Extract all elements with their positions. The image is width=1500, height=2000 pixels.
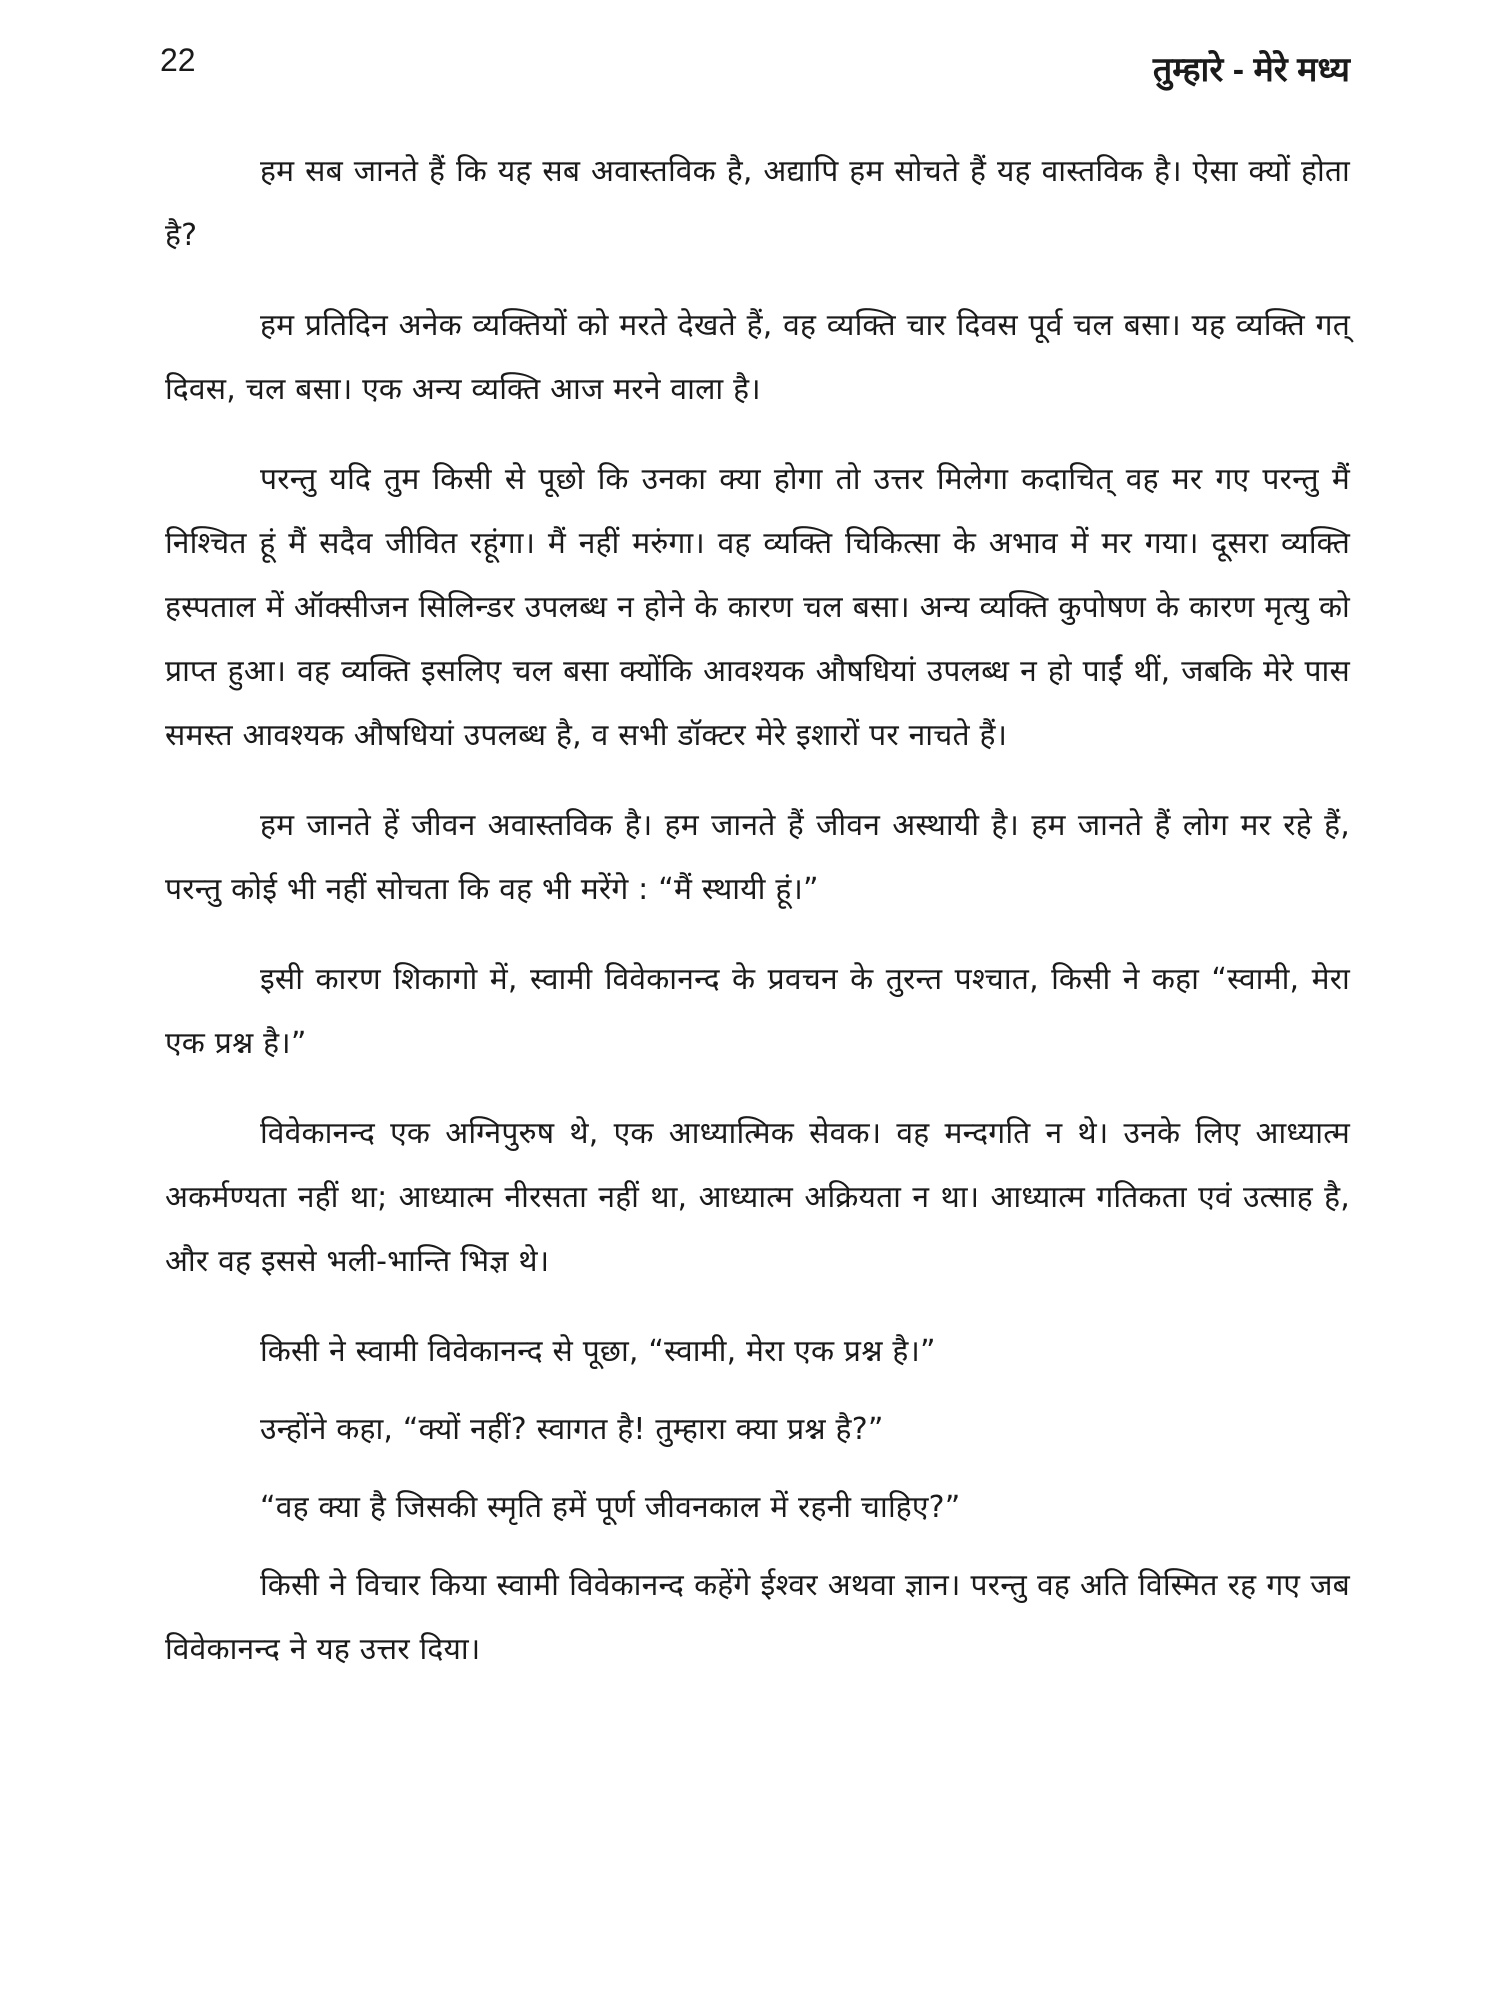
paragraph-4: हम जानते हें जीवन अवास्तविक है। हम जानते हैं जीवन अस्थायी है। हम जानते हैं लोग मर रहे हैं, परन्तु कोई भी नहीं सोचता कि वह भी मरेंगे : “मैं स्थायी हूं।” — [165, 808, 1350, 907]
paragraph-8: उन्होंने कहा, “क्यों नहीं? स्वागत है! तुम्हारा क्या प्रश्न है?” — [260, 1412, 884, 1447]
page-header — [160, 40, 1350, 100]
page-number: 22 — [160, 42, 196, 78]
paragraph-10: किसी ने विचार किया स्वामी विवेकानन्द कहेंगे ईश्वर अथवा ज्ञान। परन्तु वह अति विस्मित रह गए जब विवेकानन्द ने यह उत्तर दिया। — [165, 1568, 1350, 1667]
paragraph-5: इसी कारण शिकागो में, स्वामी विवेकानन्द के प्रवचन के तुरन्त पश्चात, किसी ने कहा “स्वामी, मेरा एक प्रश्न है।” — [165, 962, 1350, 1061]
paragraph-3: परन्तु यदि तुम किसी से पूछो कि उनका क्या होगा तो उत्तर मिलेगा कदाचित् वह मर गए परन्तु मैं निश्चित हूं मैं सदैव जीवित रहूंगा। मैं नहीं मरुंगा। वह व्यक्ति चिकित्सा के अभाव में मर गया। दूसरा व्यक्ति हस्पताल में ऑक्सीजन सिलिन्डर उपलब्ध न होने के कारण चल बसा। अन्य व्यक्ति कुपोषण के कारण मृत्यु को प्राप्त हुआ। वह व्यक्ति इसलिए चल बसा क्योंकि आवश्यक औषधियां उपलब्ध न हो पाईं थीं, जबकि मेरे पास समस्त आवश्यक औषधियां उपलब्ध है, व सभी डॉक्टर मेरे इशारों पर नाचते हैं। — [165, 462, 1350, 753]
paragraph-6: विवेकानन्द एक अग्निपुरुष थे, एक आध्यात्मिक सेवक। वह मन्दगति न थे। उनके लिए आध्यात्म अकर्मण्यता नहीं था; आध्यात्म नीरसता नहीं था, आध्यात्म अक्रियता न था। आध्यात्म गतिकता एवं उत्साह है, और वह इससे भली-भान्ति भिज्ञ थे। — [165, 1116, 1350, 1279]
body-text — [165, 140, 1350, 1708]
running-title: तुम्हारे - मेरे मध्य — [1152, 51, 1350, 89]
paragraph-2: हम प्रतिदिन अनेक व्यक्तियों को मरते देखते हैं, वह व्यक्ति चार दिवस पूर्व चल बसा। यह व्यक्ति गत् दिवस, चल बसा। एक अन्य व्यक्ति आज मरने वाला है। — [165, 308, 1350, 407]
paragraph-7: किसी ने स्वामी विवेकानन्द से पूछा, “स्वामी, मेरा एक प्रश्न है।” — [260, 1334, 936, 1369]
paragraph-1: हम सब जानते हैं कि यह सब अवास्तविक है, अद्यापि हम सोचते हैं यह वास्तविक है। ऐसा क्यों होता है? — [165, 154, 1350, 253]
paragraph-9: “वह क्या है जिसकी स्मृति हमें पूर्ण जीवनकाल में रहनी चाहिए?” — [260, 1490, 961, 1525]
